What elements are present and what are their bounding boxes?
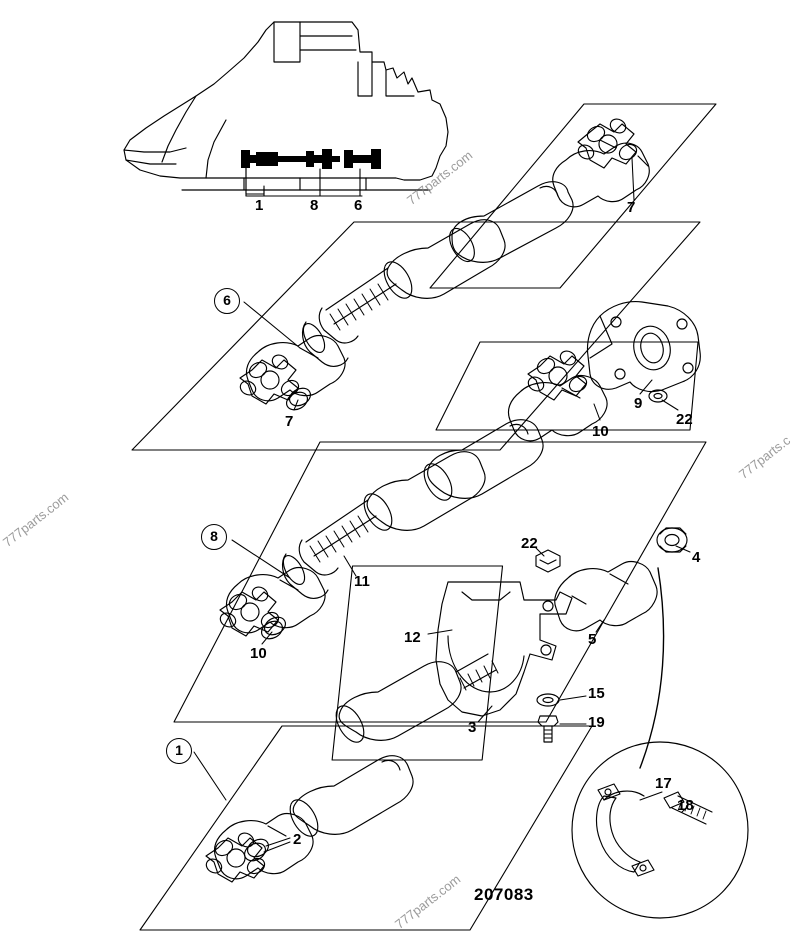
driveshaft-assembly-7 (445, 116, 650, 265)
callout-7-top: 7 (627, 199, 636, 216)
driveshaft-assembly-6 (238, 220, 505, 413)
group-frame-8 (174, 442, 706, 722)
callout-7-lower: 7 (285, 413, 294, 430)
strap-detail-inset (572, 742, 748, 918)
watermark-4: 777parts.com (392, 871, 464, 932)
callout-22-right: 22 (676, 411, 693, 428)
leader-lines (194, 158, 690, 852)
callout-11: 11 (354, 573, 370, 590)
callout-17: 17 (655, 775, 672, 792)
callout-2: 2 (293, 831, 302, 848)
part-number: 207083 (474, 885, 534, 904)
driveshaft-assembly-1 (204, 756, 413, 882)
callout-machine-1: 1 (255, 197, 264, 214)
group-frame-6 (132, 222, 700, 450)
callout-3: 3 (468, 719, 477, 736)
callout-18: 18 (677, 797, 694, 814)
center-bearing-assembly (330, 528, 687, 768)
machine-shaft-schematic (241, 149, 381, 169)
driveshaft-assembly-8 (218, 452, 485, 642)
watermark-3: 777parts.com (0, 489, 72, 550)
callout-10-right: 10 (592, 423, 609, 440)
callout-15: 15 (588, 685, 605, 702)
machine-leaders (246, 168, 362, 196)
callout-9: 9 (634, 395, 643, 412)
callout-machine-8: 8 (310, 197, 319, 214)
machine-silhouette (124, 22, 448, 190)
watermark-2: 777parts.c (736, 432, 794, 482)
callout-10-left: 10 (250, 645, 267, 662)
callout-6-group: 6 (214, 288, 240, 314)
callout-22-center: 22 (521, 535, 538, 552)
watermark-1: 777parts.com (404, 147, 476, 208)
callout-5: 5 (588, 631, 597, 648)
group-frame-12 (332, 566, 502, 760)
driveshaft-assembly-10 (418, 302, 700, 505)
callout-4: 4 (692, 549, 701, 566)
callout-8-group: 8 (201, 524, 227, 550)
callout-12: 12 (404, 629, 421, 646)
group-frame-7 (430, 104, 716, 288)
callout-machine-6: 6 (354, 197, 363, 214)
callout-1-group: 1 (166, 738, 192, 764)
callout-19: 19 (588, 714, 605, 731)
group-frame-10 (436, 342, 698, 430)
